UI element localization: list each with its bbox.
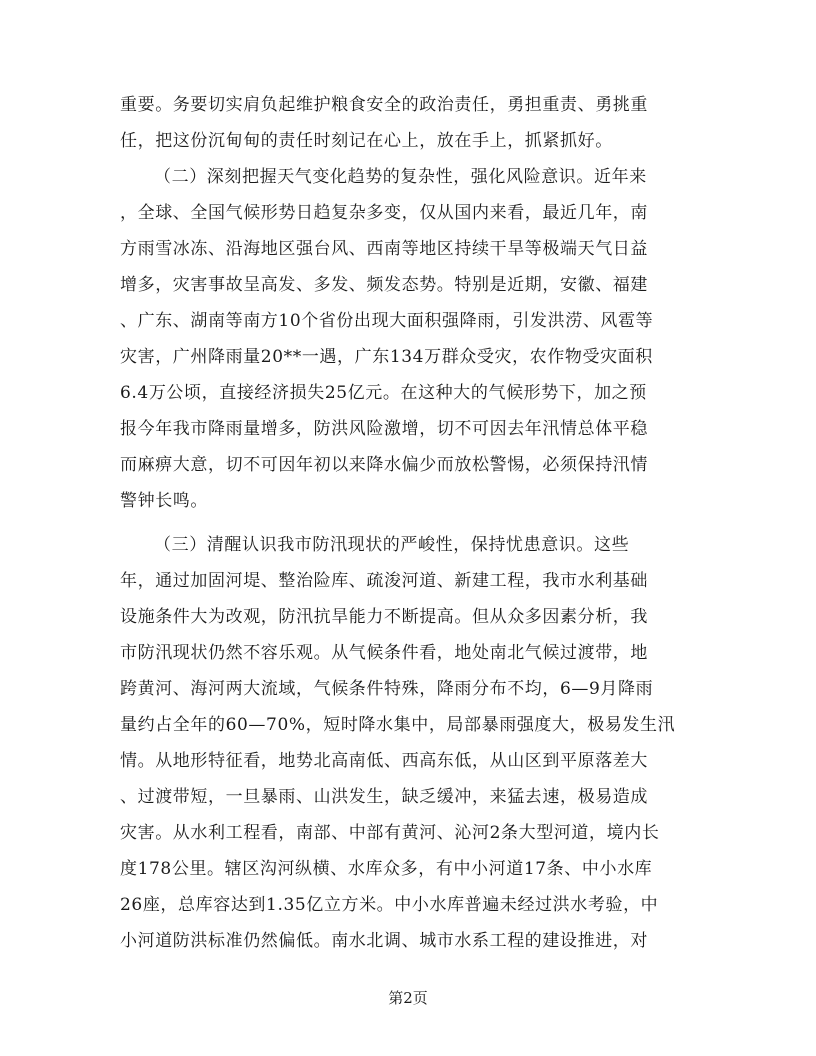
text-line: 灾害。从水利工程看，南部、中部有黄河、沁河2条大型河道，境内长 <box>120 823 660 843</box>
text-line: 26座，总库容达到1.35亿立方米。中小水库普遍未经过洪水考验，中 <box>120 895 659 915</box>
paragraph-heading-2: （二）深刻把握天气变化趋势的复杂性，强化风险意识。近年来 <box>154 167 647 187</box>
text-line: 市防汛现状仍然不容乐观。从气候条件看，地处南北气候过渡带，地 <box>120 643 648 663</box>
text-line: 量约占全年的60—70%，短时降水集中，局部暴雨强度大，极易发生汛 <box>120 715 676 735</box>
text-line: 、过渡带短，一旦暴雨、山洪发生，缺乏缓冲，来猛去速，极易造成 <box>120 787 648 807</box>
text-line: 任，把这份沉甸甸的责任时刻记在心上，放在手上，抓紧抓好。 <box>120 131 613 151</box>
text-line: 6.4万公顷，直接经济损失25亿元。在这种大的气候形势下，加之预 <box>120 383 647 403</box>
text-line: 增多，灾害事故呈高发、多发、频发态势。特别是近期，安徽、福建 <box>120 275 648 295</box>
text-line: 重要。务要切实肩负起维护粮食安全的政治责任，勇担重责、勇挑重 <box>120 95 648 115</box>
text-line: ，全球、全国气候形势日趋复杂多变，仅从国内来看，最近几年，南 <box>120 203 648 223</box>
text-line: 跨黄河、海河两大流域，气候条件特殊，降雨分布不均，6—9月降雨 <box>120 679 654 699</box>
text-line: 年，通过加固河堤、整治险库、疏浚河道、新建工程，我市水利基础 <box>120 571 648 591</box>
text-line: 警钟长鸣。 <box>120 491 208 511</box>
text-line: 小河道防洪标准仍然偏低。南水北调、城市水系工程的建设推进，对 <box>120 931 648 951</box>
text-line: 度178公里。辖区沟河纵横、水库众多，有中小河道17条、中小水库 <box>120 859 653 879</box>
page-number: 第2页 <box>388 989 428 1007</box>
text-line: 而麻痹大意，切不可因年初以来降水偏少而放松警惕，必须保持汛情 <box>120 455 648 475</box>
text-line: 设施条件大为改观，防汛抗旱能力不断提高。但从众多因素分析，我 <box>120 607 648 627</box>
text-line: 灾害，广州降雨量20**一遇，广东134万群众受灾，农作物受灾面积 <box>120 347 653 367</box>
text-line: 方雨雪冰冻、沿海地区强台风、西南等地区持续干旱等极端天气日益 <box>120 239 648 259</box>
text-line: 、广东、湖南等南方10个省份出现大面积强降雨，引发洪涝、风雹等 <box>120 311 654 331</box>
text-line: 情。从地形特征看，地势北高南低、西高东低，从山区到平原落差大 <box>120 751 648 771</box>
text-line: 报今年我市降雨量增多，防洪风险激增，切不可因去年汛情总体平稳 <box>120 419 648 439</box>
paragraph-heading-3: （三）清醒认识我市防汛现状的严峻性，保持忧患意识。这些 <box>154 535 630 555</box>
